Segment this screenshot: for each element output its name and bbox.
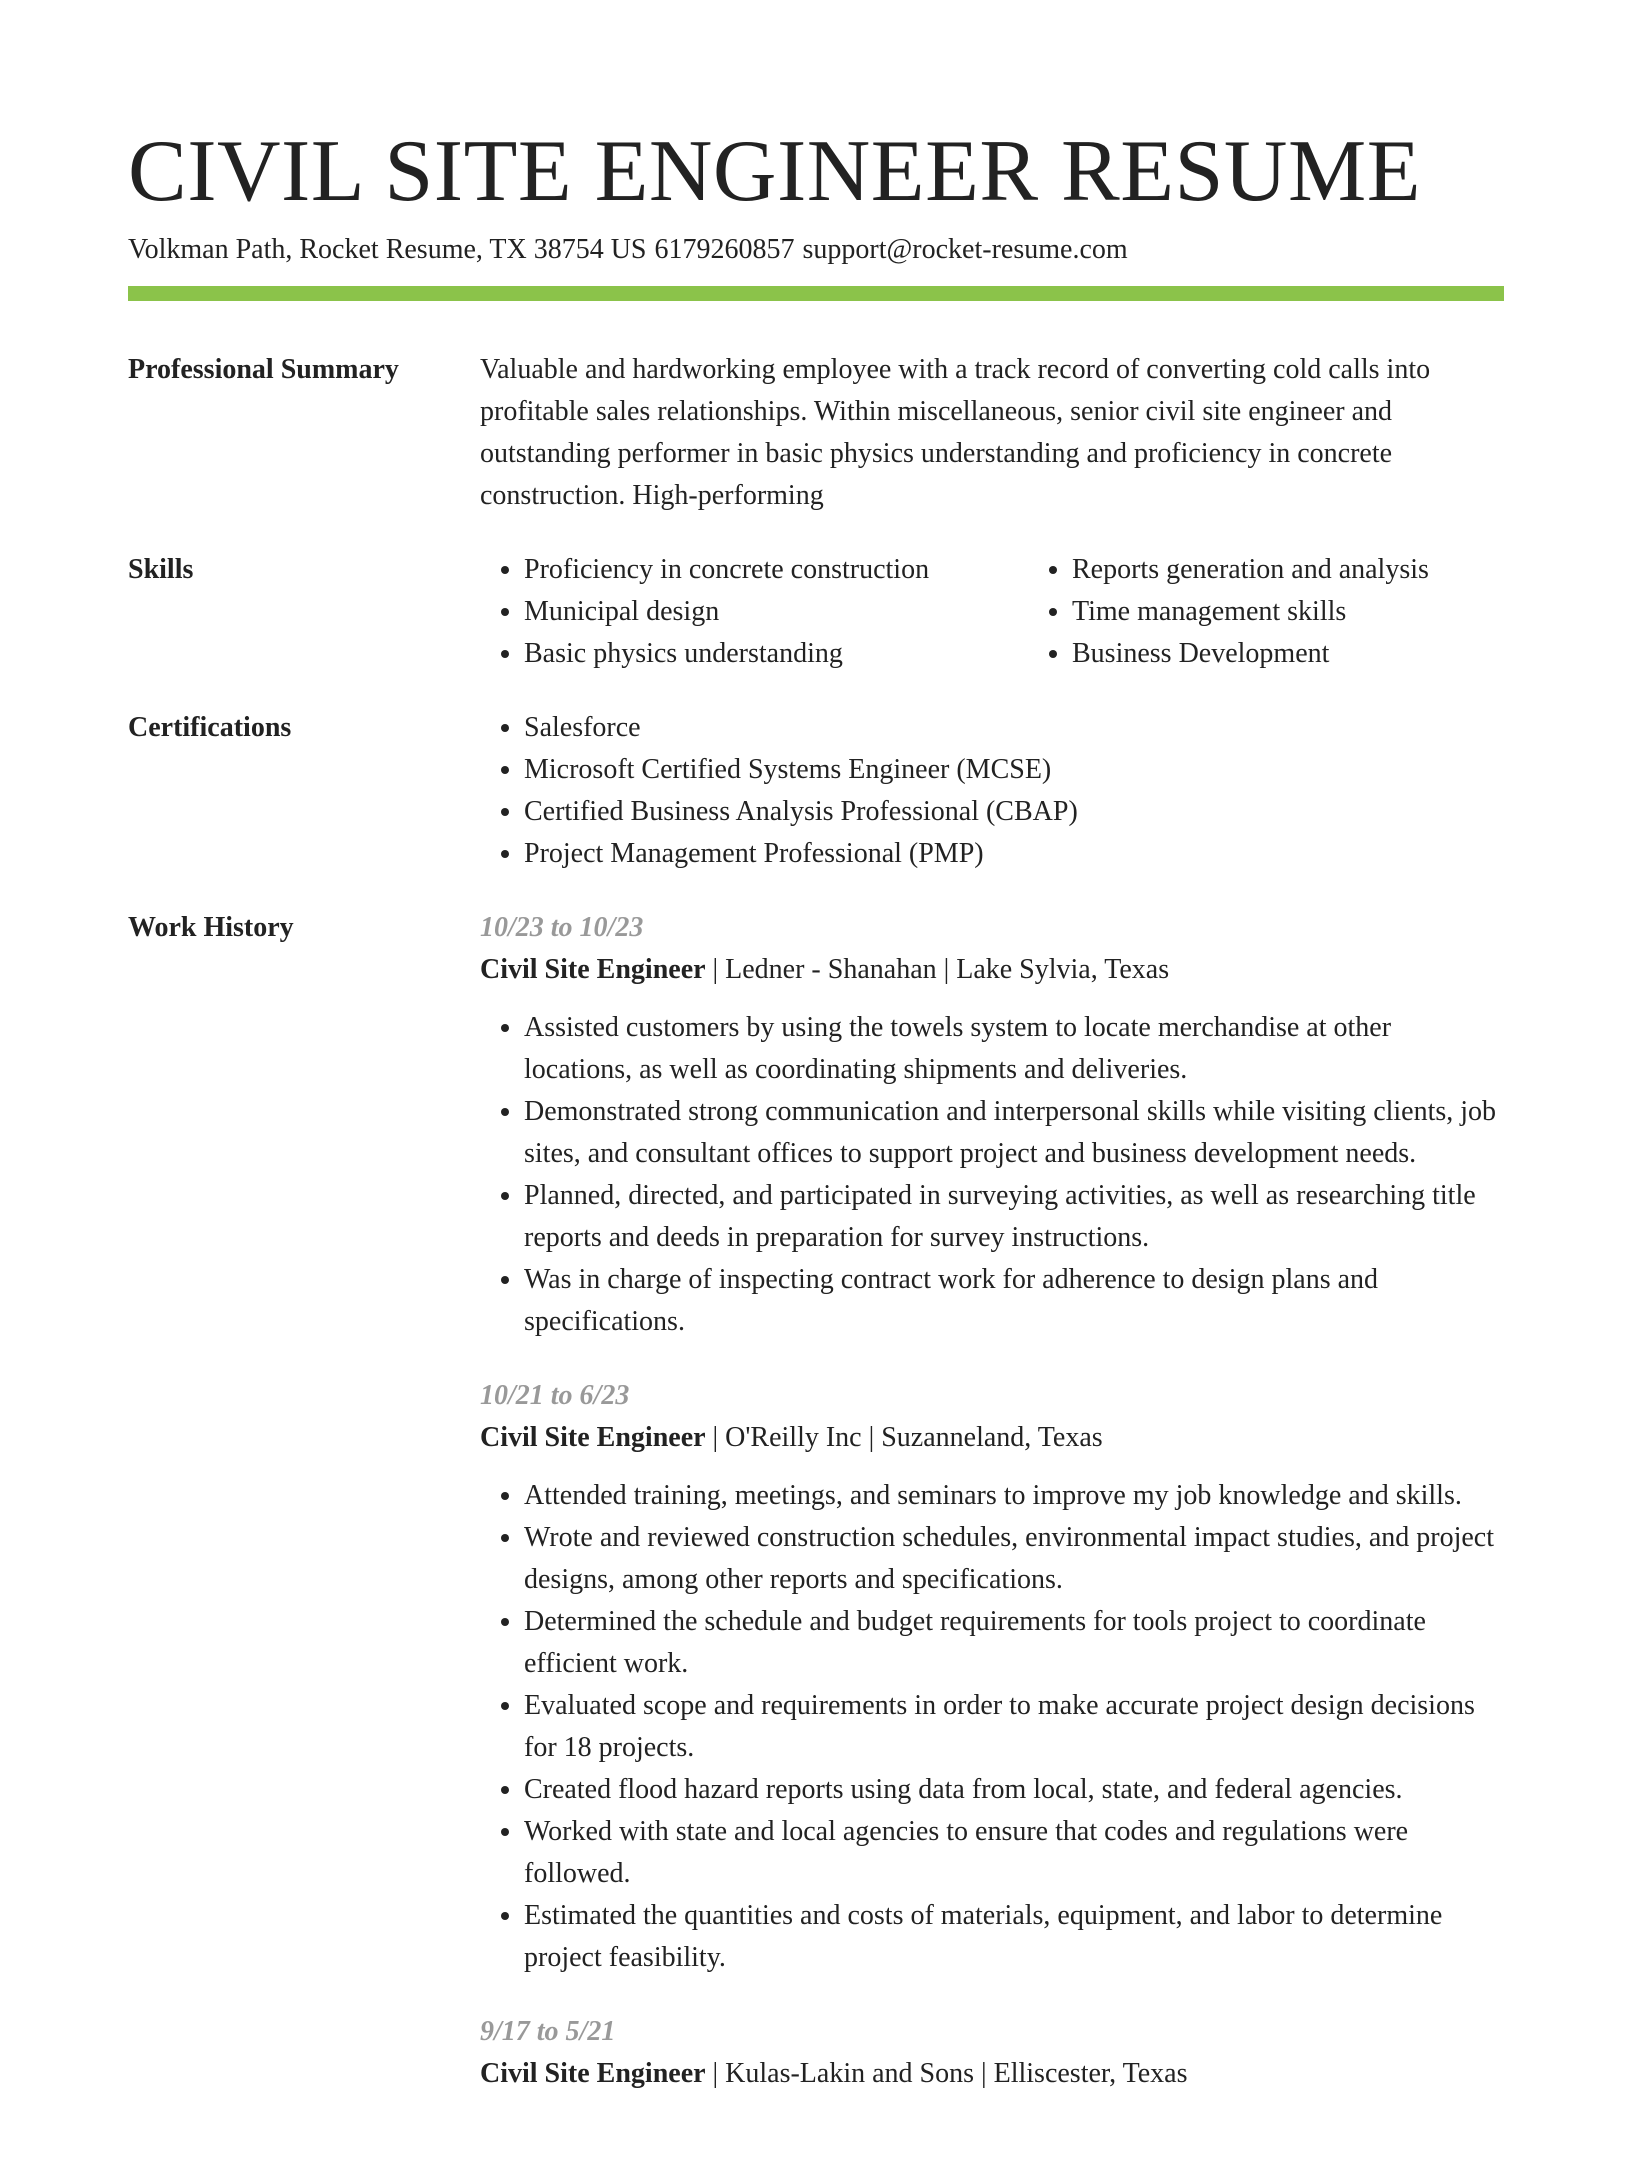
job-dates: 9/17 to 5/21 — [480, 2016, 616, 2047]
job-header — [480, 1417, 1504, 1459]
job-details: | Kulas-Lakin and Sons | Elliscester, Texas — [705, 2058, 1188, 2089]
job-header — [480, 949, 1504, 991]
job-dates: 10/23 to 10/23 — [480, 912, 644, 943]
summary-text: Valuable and hardworking employee with a track record of converting cold calls into profitable sales relationships. Within miscellaneous, senior civil site engineer and outstanding performer in basic physics understanding and proficiency in concrete construction. High-performing — [480, 354, 1431, 511]
job-role: Civil Site Engineer — [480, 954, 706, 985]
job-bullet: • Was in charge of inspecting contract work for adherence to design plans and specifications. — [524, 1259, 1504, 1343]
skills-section — [128, 549, 1504, 675]
certification-item: • Microsoft Certified Systems Engineer (MCSE) — [524, 749, 1504, 791]
job-entry — [480, 1375, 1504, 1979]
job-details: | Ledner - Shanahan | Lake Sylvia, Texas — [705, 954, 1170, 985]
certification-item: • Project Management Professional (PMP) — [524, 833, 1504, 875]
job-bullet: • Evaluated scope and requirements in order to make accurate project design decisions for 18 projects. — [524, 1685, 1504, 1769]
skill-item: • Reports generation and analysis — [1072, 549, 1576, 591]
resume-sections — [128, 349, 1504, 2159]
summary-section — [128, 349, 1504, 517]
job-entry — [480, 907, 1504, 1343]
job-bullets — [480, 1475, 1504, 1979]
skill-item: • Time management skills — [1072, 591, 1576, 633]
work-history-content — [480, 907, 1504, 2127]
header-divider — [128, 286, 1504, 301]
skill-item: • Business Development — [1072, 633, 1576, 675]
section-label-summary: Professional Summary — [128, 354, 399, 385]
skill-item: • Municipal design — [524, 591, 1028, 633]
job-bullet: • Wrote and reviewed construction schedules, environmental impact studies, and project designs, among other reports and specifications. — [524, 1517, 1504, 1601]
work-history-section — [128, 907, 1504, 2127]
section-label-work-history: Work History — [128, 912, 294, 943]
job-bullet: • Planned, directed, and participated in surveying activities, as well as researching title reports and deeds in preparation for survey instructions. — [524, 1175, 1504, 1259]
contact-email: support@rocket-resume.com — [802, 234, 1128, 265]
certifications-content — [480, 707, 1504, 875]
certification-item: • Certified Business Analysis Professional (CBAP) — [524, 791, 1504, 833]
job-bullet: • Worked with state and local agencies to ensure that codes and regulations were followed. — [524, 1811, 1504, 1895]
job-dates: 10/21 to 6/23 — [480, 1380, 630, 1411]
job-bullet: • Created flood hazard reports using data from local, state, and federal agencies. — [524, 1769, 1504, 1811]
section-label-certifications: Certifications — [128, 712, 292, 743]
job-bullets — [480, 1007, 1504, 1343]
job-role: Civil Site Engineer — [480, 2058, 706, 2089]
section-label-skills: Skills — [128, 554, 194, 585]
job-bullet: • Estimated the quantities and costs of materials, equipment, and labor to determine project feasibility. — [524, 1895, 1504, 1979]
skills-column-1 — [480, 549, 1028, 675]
job-bullet: • Demonstrated strong communication and interpersonal skills while visiting clients, job sites, and consultant offices to support project and business development needs. — [524, 1091, 1504, 1175]
skills-content — [480, 549, 1576, 675]
certifications-list — [480, 707, 1504, 875]
contact-line — [128, 232, 1128, 268]
skill-item: • Proficiency in concrete construction — [524, 549, 1028, 591]
contact-phone: 6179260857 — [654, 234, 795, 265]
job-bullet: • Assisted customers by using the towels system to locate merchandise at other locations, as well as coordinating shipments and deliveries. — [524, 1007, 1504, 1091]
job-details: | O'Reilly Inc | Suzanneland, Texas — [705, 1422, 1103, 1453]
summary-content — [480, 349, 1504, 517]
resume-title: CIVIL SITE ENGINEER RESUME — [128, 123, 1421, 220]
job-bullet: • Attended training, meetings, and seminars to improve my job knowledge and skills. — [524, 1475, 1504, 1517]
skill-item: • Basic physics understanding — [524, 633, 1028, 675]
job-bullet: • Determined the schedule and budget requirements for tools project to coordinate efficient work. — [524, 1601, 1504, 1685]
job-header — [480, 2053, 1504, 2095]
certifications-section — [128, 707, 1504, 875]
job-entry — [480, 2011, 1504, 2095]
skills-column-2 — [1028, 549, 1576, 675]
certification-item: • Salesforce — [524, 707, 1504, 749]
contact-address: Volkman Path, Rocket Resume, TX 38754 US — [128, 234, 647, 265]
job-role: Civil Site Engineer — [480, 1422, 706, 1453]
